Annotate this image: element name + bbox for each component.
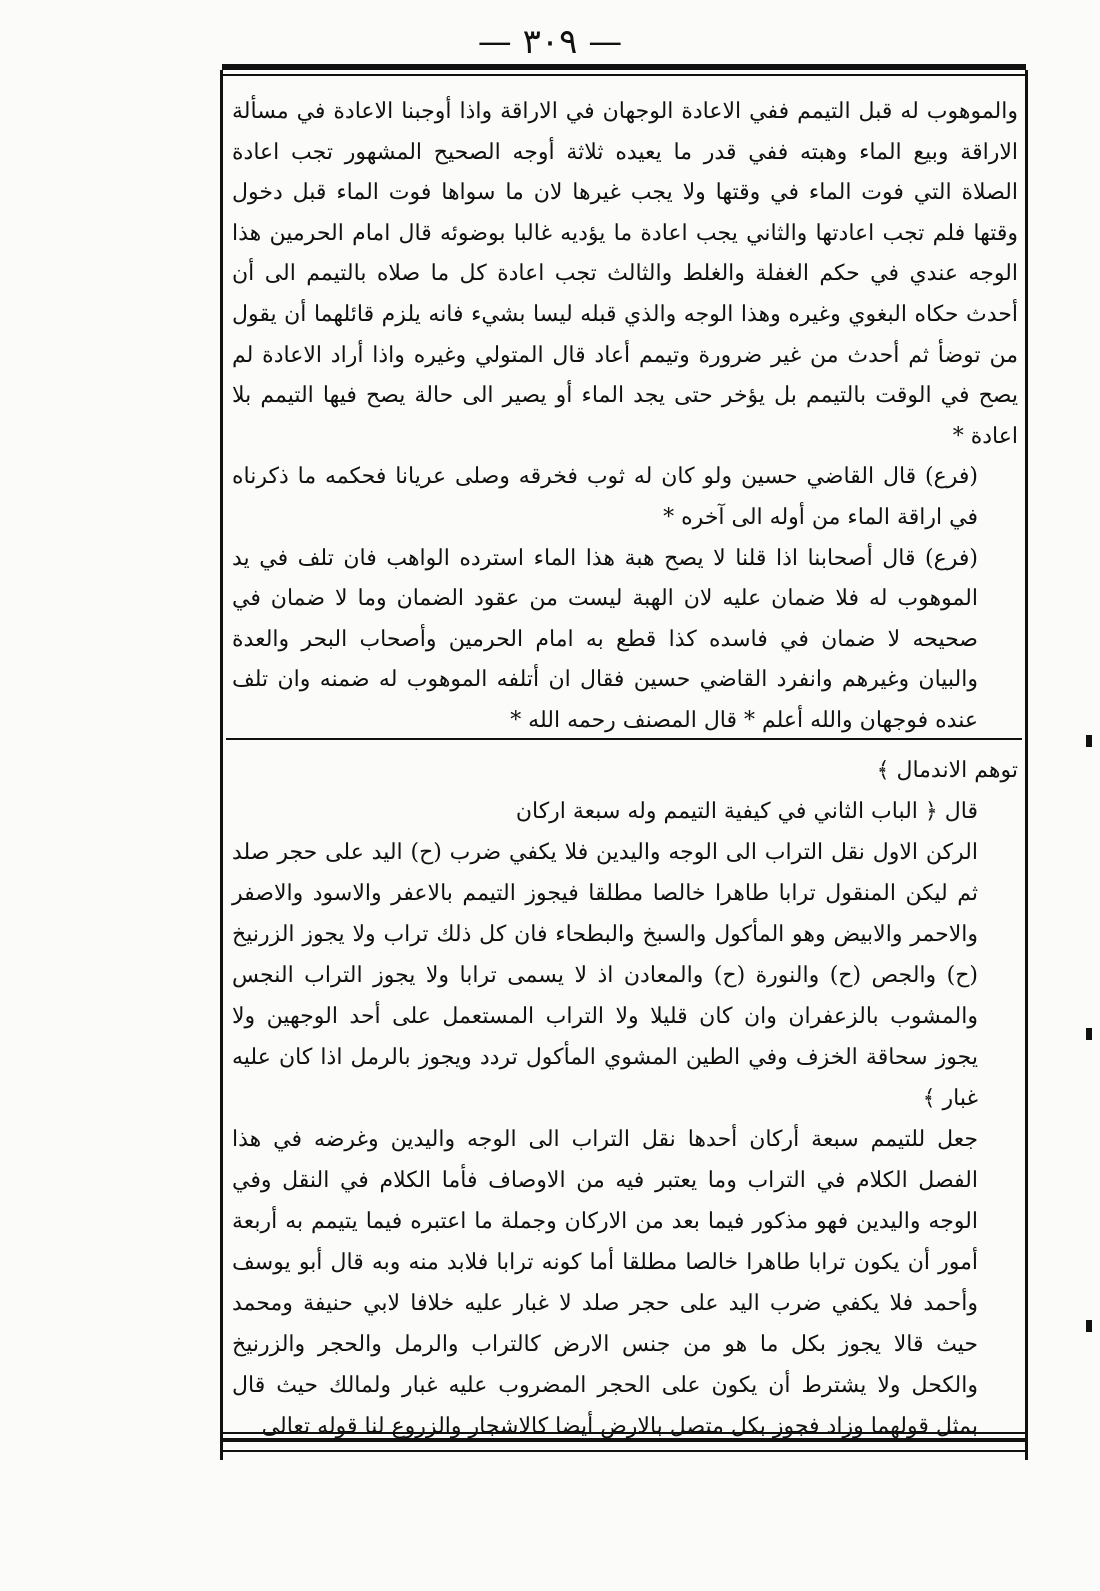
section-divider	[226, 738, 1022, 740]
scan-edge-mark	[1086, 735, 1092, 747]
chapter-heading: قال ﴿ الباب الثاني في كيفية التيمم وله سبعة اركان	[515, 799, 978, 824]
bottom-outer-rule	[222, 1450, 1026, 1452]
commentary-branch-1: (فرع) قال القاضي حسين ولو كان له ثوب فخرقه وصلى عريانا فحكمه ما ذكرناه في اراقة الماء من أوله الى آخره *	[232, 464, 978, 530]
page-number: — ٣٠٩ —	[477, 22, 623, 62]
commentary-top-section	[232, 92, 1018, 742]
scan-edge-mark	[1086, 1320, 1092, 1332]
main-text-section	[232, 750, 1018, 1447]
main-text-continuation: توهم الاندمال ﴾	[876, 758, 1018, 783]
scan-edge-mark	[1086, 1028, 1092, 1040]
bottom-double-rule	[222, 1432, 1026, 1442]
main-text-paragraph-2: جعل للتيمم سبعة أركان أحدها نقل التراب الى الوجه واليدين وغرضه في هذا الفصل الكلام في التراب وما يعتبر فيه من الاوصاف فأما الكلام في النقل وفي الوجه واليدين فهو مذكور فيما بعد من الاركان وجملة ما اعتبره فيما يتيمم به أربعة أمور أن يكون ترابا طاهرا خالصا مطلقا أما كونه ترابا فلابد منه وبه قال أبو يوسف وأحمد فلا يكفي ضرب اليد على حجر صلد لا غبار عليه خلافا لابي حنيفة ومحمد حيث قالا يجوز بكل ما هو من جنس الارض كالتراب والرمل والحجر والزرنيخ والكحل ولا يشترط أن يكون على الحجر المضروب عليه غبار ولمالك حيث قال بمثل قولهما وزاد فجوز بكل متصل بالارض أيضا كالاشجار والزروع لنا قوله تعالى	[232, 1127, 978, 1439]
commentary-branch-2: (فرع) قال أصحابنا اذا قلنا لا يصح هبة هذا الماء استرده الواهب فان تلف في يد الموهوب له فلا ضمان عليه لان الهبة ليست من عقود الضمان وما لا ضمان في صحيحه لا ضمان في فاسده كذا قطع به امام الحرمين وأصحاب البحر والعدة والبيان وغيرهم وانفرد القاضي حسين فقال ان أتلفه الموهوب له ضمنه وان تلف عنده فوجهان والله أعلم * قال المصنف رحمه الله *	[232, 545, 978, 733]
main-text-paragraph-1: الركن الاول نقل التراب الى الوجه واليدين فلا يكفي ضرب (ح) اليد على حجر صلد ثم ليكن المنقول ترابا طاهرا خالصا مطلقا فيجوز التيمم بالاعفر والاسود والاصفر والاحمر والابيض وهو المأكول والسبخ والبطحاء فان كل ذلك تراب ولا يجوز الزرنيخ (ح) والجص (ح) والنورة (ح) والمعادن اذ لا يسمى ترابا ولا يجوز التراب النجس والمشوب بالزعفران وان كان قليلا ولا التراب المستعمل على أحد الوجهين ولا يجوز سحاقة الخزف وفي الطين المشوي المأكول تردد ويجوز بالرمل اذا كان عليه غبار ﴾	[232, 840, 978, 1111]
commentary-paragraph-1: والموهوب له قبل التيمم ففي الاعادة الوجهان في الاراقة واذا أوجبنا الاعادة في مسألة الاراقة وبيع الماء وهبته ففي قدر ما يعيده ثلاثة أوجه الصحيح المشهور تجب اعادة الصلاة التي فوت الماء في وقتها ولا يجب غيرها لان ما سواها فوت الماء قبل دخول وقتها فلم تجب اعادتها والثاني يجب اعادة ما يؤديه غالبا بوضوئه قال امام الحرمين هذا الوجه عندي في حكم الغفلة والغلط والثالث تجب اعادة كل ما صلاه بالتيمم الى أن أحدث حكاه البغوي وغيره وهذا الوجه والذي قبله ليسا بشيء فانه يلزم قائلهما أن يقول من توضأ ثم أحدث من غير ضرورة وتيمم أعاد قال المتولي وغيره واذا أراد الاعادة لم يصح في الوقت بالتيمم بل يؤخر حتى يجد الماء أو يصير الى حالة يصح فيها التيمم بلا اعادة *	[232, 99, 1018, 449]
